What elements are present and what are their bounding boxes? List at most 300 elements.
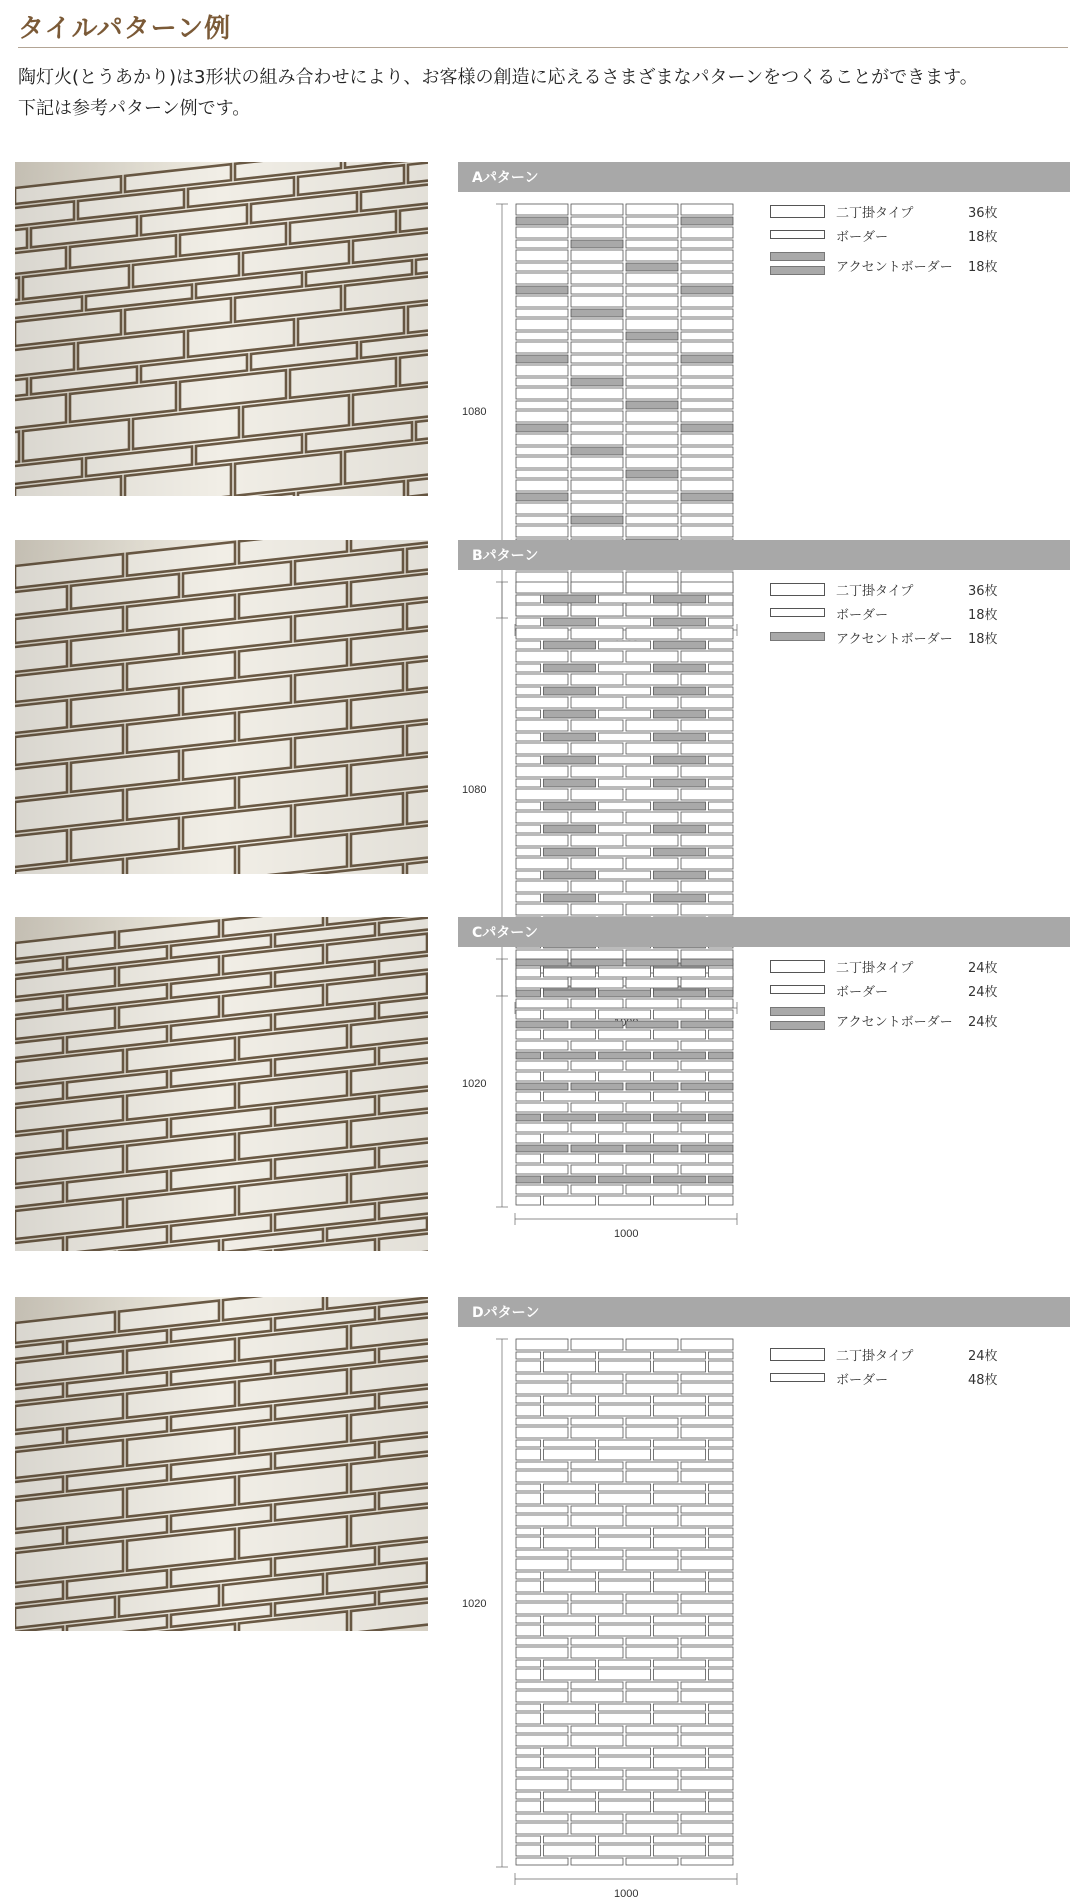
legend-accent-swatch-2 [770, 1021, 825, 1030]
white-tile [516, 1669, 541, 1680]
legend-nichokake-swatch [770, 960, 825, 973]
white-tile [681, 296, 733, 307]
white-tile [516, 1061, 568, 1070]
white-tile [654, 1669, 706, 1680]
white-tile [544, 1440, 596, 1447]
accent-tile [626, 332, 678, 340]
white-tile [626, 434, 678, 445]
accent-tile [654, 1052, 706, 1059]
legend-border-count: 24枚 [968, 981, 998, 1000]
white-tile [681, 1735, 733, 1746]
white-tile [626, 674, 678, 685]
pattern-c-height-label: 1020 [462, 1078, 486, 1090]
white-tile [626, 250, 678, 261]
white-tile [516, 1010, 541, 1019]
white-tile [709, 1361, 734, 1372]
white-tile [516, 263, 568, 271]
white-tile [571, 434, 623, 445]
white-tile [599, 894, 651, 902]
white-tile [626, 904, 678, 915]
legend-nichokake-count: 36枚 [968, 202, 998, 221]
white-tile [681, 674, 733, 685]
accent-tile [544, 990, 596, 997]
white-tile [626, 1682, 678, 1689]
white-tile [599, 1405, 651, 1416]
white-tile [516, 1735, 568, 1746]
pattern-d-diagram [458, 1327, 758, 1903]
white-tile [571, 480, 623, 491]
white-tile [516, 904, 568, 915]
white-tile [571, 835, 623, 846]
white-tile [654, 1836, 706, 1843]
white-tile [544, 968, 596, 977]
white-tile [516, 743, 568, 754]
white-tile [516, 582, 568, 593]
white-tile [709, 1528, 734, 1535]
white-tile [626, 1559, 678, 1570]
white-tile [544, 1801, 596, 1812]
white-tile [654, 1801, 706, 1812]
pattern-b-height-label: 1080 [462, 784, 486, 796]
white-tile [654, 1616, 706, 1623]
white-tile [544, 1616, 596, 1623]
accent-tile [709, 1114, 734, 1121]
white-tile [544, 1713, 596, 1724]
white-tile [571, 1594, 623, 1601]
white-tile [599, 710, 651, 718]
accent-tile [709, 1052, 734, 1059]
pattern-a-height-label: 1080 [462, 406, 486, 418]
page-title: タイルパターン例 [18, 8, 231, 45]
white-tile [709, 641, 734, 649]
accent-tile [516, 1083, 568, 1090]
accent-tile [516, 1114, 541, 1121]
white-tile [571, 1735, 623, 1746]
white-tile [544, 1625, 596, 1636]
white-tile [654, 1440, 706, 1447]
white-tile [681, 457, 733, 468]
white-tile [626, 1041, 678, 1050]
white-tile [709, 1134, 734, 1143]
legend-border-swatch [770, 230, 825, 239]
white-tile [516, 1836, 541, 1843]
white-tile [516, 848, 541, 856]
white-tile [571, 204, 623, 215]
white-tile [709, 1757, 734, 1768]
white-tile [516, 1374, 568, 1381]
white-tile [571, 582, 623, 593]
pattern-c-header [458, 917, 1070, 947]
white-tile [709, 871, 734, 879]
accent-tile [681, 1021, 733, 1028]
white-tile [654, 1757, 706, 1768]
white-tile [626, 835, 678, 846]
white-tile [709, 1792, 734, 1799]
white-tile [571, 1041, 623, 1050]
pattern-a-title: Aパターン [472, 167, 539, 187]
white-tile [626, 1823, 678, 1834]
white-tile [709, 1660, 734, 1667]
white-tile [681, 720, 733, 731]
white-tile [516, 457, 568, 468]
white-tile [516, 309, 568, 317]
accent-tile [544, 618, 596, 626]
white-tile [681, 411, 733, 422]
white-tile [681, 1638, 733, 1645]
white-tile [571, 1462, 623, 1469]
white-tile [544, 1669, 596, 1680]
accent-tile [654, 871, 706, 879]
tile-grid [516, 1339, 733, 1865]
accent-tile [654, 894, 706, 902]
legend-nichokake-swatch [770, 1348, 825, 1361]
white-tile [516, 697, 568, 708]
white-tile [681, 582, 733, 593]
pattern-c-legend [770, 957, 1070, 1077]
white-tile [516, 1361, 541, 1372]
accent-tile [516, 424, 568, 432]
white-tile [571, 1339, 623, 1350]
white-tile [626, 605, 678, 616]
white-tile [516, 342, 568, 353]
white-tile [571, 881, 623, 892]
white-tile [681, 1823, 733, 1834]
white-tile [516, 1041, 568, 1050]
accent-tile [626, 1145, 678, 1152]
accent-tile [571, 1021, 623, 1028]
white-tile [626, 286, 678, 294]
white-tile [681, 1603, 733, 1614]
legend-border-swatch [770, 985, 825, 994]
white-tile [516, 710, 541, 718]
wall-shading [15, 162, 428, 496]
white-tile [516, 240, 568, 248]
white-tile [709, 848, 734, 856]
white-tile [571, 697, 623, 708]
white-tile [571, 355, 623, 363]
white-tile [571, 401, 623, 409]
white-tile [626, 720, 678, 731]
white-tile [709, 1449, 734, 1460]
white-tile [626, 1185, 678, 1194]
white-tile [626, 388, 678, 399]
white-tile [571, 1770, 623, 1777]
white-tile [626, 1383, 678, 1394]
legend-border-swatch [770, 1373, 825, 1382]
white-tile [571, 411, 623, 422]
white-tile [681, 332, 733, 340]
white-tile [516, 516, 568, 524]
white-tile [544, 1484, 596, 1491]
white-tile [626, 1594, 678, 1601]
legend-nichokake-count: 36枚 [968, 580, 998, 599]
accent-tile [709, 990, 734, 997]
accent-tile [544, 779, 596, 787]
white-tile [626, 1123, 678, 1132]
white-tile [516, 595, 541, 603]
pattern-b-photo [15, 540, 428, 874]
white-tile [516, 1572, 541, 1579]
white-tile [626, 355, 678, 363]
legend-border-label: ボーダー [836, 226, 888, 245]
white-tile [681, 628, 733, 639]
white-tile [654, 1484, 706, 1491]
accent-tile [654, 848, 706, 856]
accent-tile [544, 595, 596, 603]
pattern-d-height-label: 1020 [462, 1598, 486, 1610]
white-tile [681, 526, 733, 537]
accent-tile [544, 733, 596, 741]
legend-accent-count: 24枚 [968, 1011, 998, 1030]
accent-tile [681, 286, 733, 294]
white-tile [599, 1801, 651, 1812]
white-tile [516, 480, 568, 491]
accent-tile [654, 756, 706, 764]
white-tile [516, 1339, 568, 1350]
white-tile [626, 743, 678, 754]
white-tile [681, 1185, 733, 1194]
white-tile [571, 503, 623, 514]
white-tile [516, 388, 568, 399]
white-tile [626, 1418, 678, 1425]
accent-tile [709, 1176, 734, 1183]
white-tile [681, 1858, 733, 1865]
legend-accent-label: アクセントボーダー [836, 1011, 953, 1030]
white-tile [626, 493, 678, 501]
white-tile [516, 1506, 568, 1513]
white-tile [681, 1041, 733, 1050]
white-tile [654, 1625, 706, 1636]
white-tile [544, 1154, 596, 1163]
white-tile [709, 968, 734, 977]
white-tile [681, 1594, 733, 1601]
accent-tile [544, 848, 596, 856]
white-tile [516, 1660, 541, 1667]
white-tile [681, 1339, 733, 1350]
white-tile [571, 227, 623, 238]
white-tile [681, 1374, 733, 1381]
white-tile [599, 1092, 651, 1101]
pattern-d-title: Dパターン [472, 1302, 539, 1322]
white-tile [681, 881, 733, 892]
white-tile [599, 1352, 651, 1359]
white-tile [571, 1103, 623, 1112]
white-tile [681, 1123, 733, 1132]
accent-tile [544, 710, 596, 718]
legend-nichokake-label: 二丁掛タイプ [836, 957, 913, 976]
white-tile [654, 1792, 706, 1799]
white-tile [681, 480, 733, 491]
pattern-a-photo [15, 162, 428, 496]
white-tile [516, 1440, 541, 1447]
white-tile [571, 979, 623, 988]
white-tile [571, 904, 623, 915]
pattern-d-legend [770, 1345, 1070, 1465]
white-tile [654, 1196, 706, 1205]
white-tile [571, 424, 623, 432]
white-tile [516, 1559, 568, 1570]
white-tile [571, 1165, 623, 1174]
white-tile [599, 1134, 651, 1143]
white-tile [516, 1581, 541, 1592]
white-tile [709, 595, 734, 603]
accent-tile [654, 733, 706, 741]
white-tile [544, 1134, 596, 1143]
accent-tile [599, 1176, 651, 1183]
white-tile [544, 1072, 596, 1081]
white-tile [544, 1757, 596, 1768]
white-tile [626, 1858, 678, 1865]
accent-tile [544, 756, 596, 764]
legend-nichokake-label: 二丁掛タイプ [836, 580, 913, 599]
legend-accent-swatch [770, 632, 825, 641]
white-tile [599, 1361, 651, 1372]
accent-tile [626, 401, 678, 409]
white-tile [709, 710, 734, 718]
white-tile [571, 1559, 623, 1570]
white-tile [599, 1154, 651, 1163]
white-tile [544, 1361, 596, 1372]
white-tile [681, 999, 733, 1008]
white-tile [709, 1845, 734, 1856]
white-tile [681, 1550, 733, 1557]
white-tile [516, 1072, 541, 1081]
white-tile [681, 1682, 733, 1689]
white-tile [626, 457, 678, 468]
white-tile [709, 894, 734, 902]
accent-tile [654, 802, 706, 810]
white-tile [626, 1638, 678, 1645]
white-tile [516, 470, 568, 478]
white-tile [516, 1682, 568, 1689]
white-tile [681, 1515, 733, 1526]
white-tile [516, 1757, 541, 1768]
legend-border-label: ボーダー [836, 604, 888, 623]
white-tile [516, 641, 541, 649]
white-tile [709, 1396, 734, 1403]
white-tile [626, 447, 678, 455]
white-tile [571, 1515, 623, 1526]
white-tile [654, 1713, 706, 1724]
pattern-section-c [0, 917, 1081, 1257]
white-tile [709, 618, 734, 626]
white-tile [709, 1704, 734, 1711]
white-tile [654, 1092, 706, 1101]
wall-shading [15, 1297, 428, 1631]
white-tile [681, 1559, 733, 1570]
white-tile [516, 1471, 568, 1482]
white-tile [516, 1165, 568, 1174]
white-tile [709, 1572, 734, 1579]
accent-tile [681, 959, 733, 966]
accent-tile [654, 779, 706, 787]
white-tile [516, 1103, 568, 1112]
legend-border-label: ボーダー [836, 1369, 888, 1388]
pattern-b-legend [770, 580, 1070, 700]
white-tile [516, 447, 568, 455]
white-tile [626, 1374, 678, 1381]
accent-tile [654, 618, 706, 626]
white-tile [626, 789, 678, 800]
accent-tile [571, 1083, 623, 1090]
pattern-c-title: Cパターン [472, 922, 538, 942]
white-tile [654, 968, 706, 977]
white-tile [516, 1638, 568, 1645]
white-tile [654, 1528, 706, 1535]
white-tile [516, 1352, 541, 1359]
white-tile [544, 1845, 596, 1856]
white-tile [681, 1383, 733, 1394]
white-tile [626, 1061, 678, 1070]
white-tile [654, 1493, 706, 1504]
white-tile [571, 365, 623, 376]
white-tile [544, 1748, 596, 1755]
white-tile [516, 766, 568, 777]
white-tile [599, 618, 651, 626]
wall-shading [15, 540, 428, 874]
white-tile [709, 1713, 734, 1724]
white-tile [516, 1748, 541, 1755]
white-tile [626, 503, 678, 514]
accent-tile [516, 493, 568, 501]
white-tile [571, 1418, 623, 1425]
white-tile [626, 1471, 678, 1482]
white-tile [516, 802, 541, 810]
accent-tile [599, 990, 651, 997]
accent-tile [571, 1145, 623, 1152]
accent-tile [626, 1021, 678, 1028]
white-tile [516, 227, 568, 238]
accent-tile [516, 1145, 568, 1152]
white-tile [571, 812, 623, 823]
white-tile [709, 1010, 734, 1019]
white-tile [681, 263, 733, 271]
white-tile [599, 1660, 651, 1667]
white-tile [626, 227, 678, 238]
legend-nichokake-label: 二丁掛タイプ [836, 202, 913, 221]
white-tile [599, 1072, 651, 1081]
accent-tile [626, 263, 678, 271]
pattern-c-width-label: 1000 [614, 1228, 638, 1240]
white-tile [654, 1361, 706, 1372]
accent-tile [544, 894, 596, 902]
white-tile [571, 457, 623, 468]
white-tile [544, 1030, 596, 1039]
white-tile [544, 1792, 596, 1799]
white-tile [544, 1660, 596, 1667]
legend-border-label: ボーダー [836, 981, 888, 1000]
white-tile [681, 1165, 733, 1174]
white-tile [599, 871, 651, 879]
intro-line-2: 下記は参考パターン例です。 [18, 93, 1078, 124]
accent-tile [544, 802, 596, 810]
pattern-a-legend [770, 202, 1070, 322]
white-tile [681, 204, 733, 215]
white-tile [516, 411, 568, 422]
white-tile [681, 365, 733, 376]
accent-tile [654, 825, 706, 833]
accent-tile [654, 687, 706, 695]
white-tile [681, 1061, 733, 1070]
white-tile [516, 1823, 568, 1834]
white-tile [571, 1427, 623, 1438]
white-tile [516, 526, 568, 537]
white-tile [516, 1537, 541, 1548]
white-tile [516, 1134, 541, 1143]
legend-accent-swatch-1 [770, 252, 825, 261]
legend-border-count: 18枚 [968, 226, 998, 245]
white-tile [681, 651, 733, 662]
